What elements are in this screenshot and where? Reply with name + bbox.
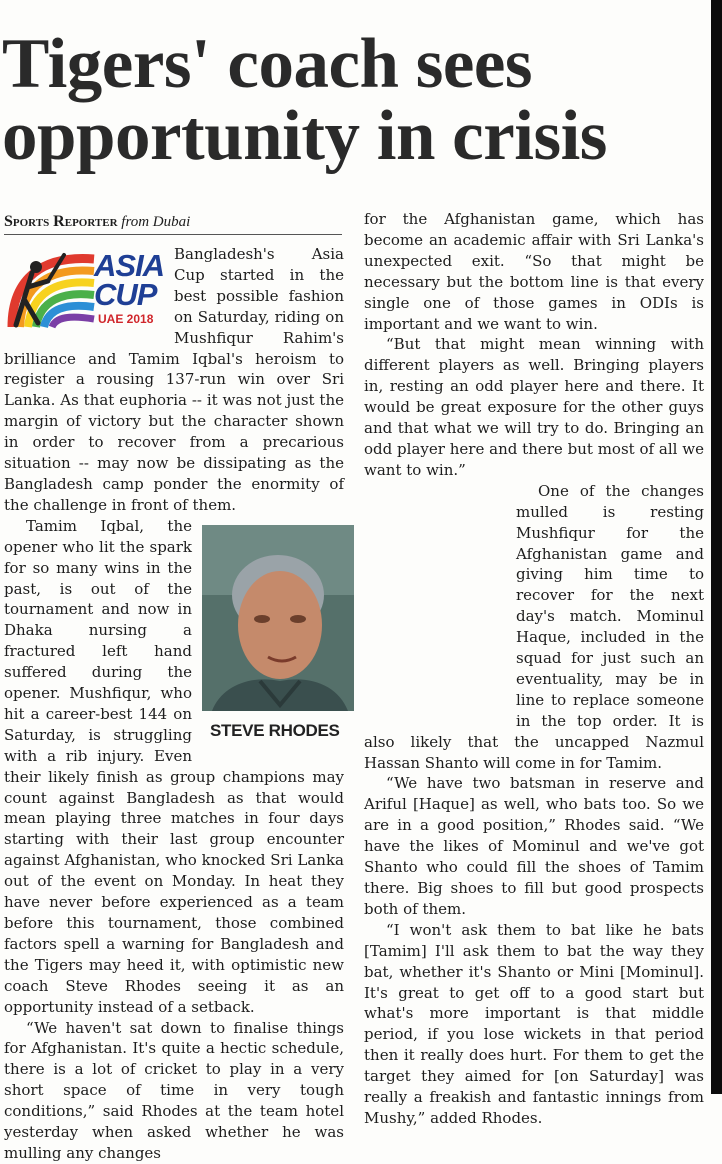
paragraph: “We haven't sat down to finalise things for Afghanistan. It's quite a hectic schedule, there is a lot of cricket to play in a very short space of time in very tough conditions,” said Rhodes at the team hotel yesterday when asked whether he was mulling any changes	[4, 1018, 344, 1162]
byline-reporter: Sports Reporter	[4, 213, 118, 230]
paragraph: “I won't ask them to bat like he bats [Tamim] I'll ask them to bat the way they bat, whether it's Shanto or Mini [Mominul]. It's great to get off to a good start but what's more important is that middle period, if you lose wickets in that period then it really does hurt. For them to get the target they aimed for [on Saturday] was really a freakish and fantastic innings from Mushy,” added Rhodes.	[364, 920, 704, 1127]
coach-portrait-image	[202, 525, 354, 711]
asia-cup-logo-graphic	[4, 247, 96, 331]
logo-text-cup: CUP	[94, 277, 157, 312]
photo-figure-spacer	[354, 489, 506, 711]
paragraph: “But that might mean winning with different players as well. Bringing players in, resting an odd player here and there. It would be great exposure for the other guys and that what we will try to do. Bringing an odd player here and there but most of all we want to win.”	[364, 335, 704, 479]
paragraph: One of the changes mulled is resting Mushfiqur for the Afghanistan game and giving him time to recover for the next day's match. Mominul Haque, included in the squad for just such an eventuality, may be in line to replace someone in the top order. It is also likely that the uncapped Nazmul Hassan Shanto will come in for Tamim.	[364, 481, 704, 772]
page-edge-shadow	[711, 0, 722, 1094]
asia-cup-logo	[4, 247, 164, 331]
logo-text-asia: ASIA	[94, 248, 165, 283]
photo-caption: STEVE RHODES	[210, 720, 340, 740]
photo-figure	[202, 525, 364, 747]
byline-location: from Dubai	[121, 214, 191, 230]
paragraph: “We have two batsman in reserve and Ariful [Haque] as well, who bats too. So we are in a good position,” Rhodes said. “We have the likes of Mominul and we've got Shanto who could fill the shoes of Tamim there. Big shoes to fill but good prospects both of them.	[364, 774, 704, 918]
article-column-left	[4, 244, 344, 1164]
logo-text-uae: UAE 2018	[98, 312, 154, 326]
byline	[4, 213, 342, 235]
paragraph: Tamim Iqbal, the opener who lit the spark for so many wins in the past, is out of the tournament and now in Dhaka nursing a fractured left hand suffered during the opener. Mushfiqur, who hit a career-best 144 on Saturday, is struggling with a rib injury. Even their likely finish as group champions may count against Bangladesh as that would mean playing three matches in four days starting with their last group encounter against Afghanistan, who knocked Sri Lanka out of the event on Monday. In heat they have never before experienced as a team before this tournament, those combined factors spell a warning for Bangladesh and the Tigers may heed it, with optimistic new coach Steve Rhodes seeing it as an opportunity instead of a setback.	[4, 516, 344, 1016]
article-column-right	[364, 209, 704, 1129]
headline: Tigers' coach sees opportunity in crisis	[2, 25, 607, 175]
coach-photo	[202, 525, 354, 711]
paragraph: Bangladesh's Asia Cup started in the best possible fashion on Saturday, riding on Mushfiqur Rahim's brilliance and Tamim Iqbal's heroism to register a rousing 137-run win over Sri Lanka. As that euphoria -- it was not just the margin of victory but the character shown in order to recover from a precarious situation -- may now be dissipating as the Bangladesh camp ponder the enormity of the challenge in front of them.	[4, 245, 344, 514]
paragraph: for the Afghanistan game, which has become an academic affair with Sri Lanka's unexpected exit. “So that might be necessary but the bottom line is that every single one of those games in ODIs is important and we want to win.	[364, 210, 704, 333]
